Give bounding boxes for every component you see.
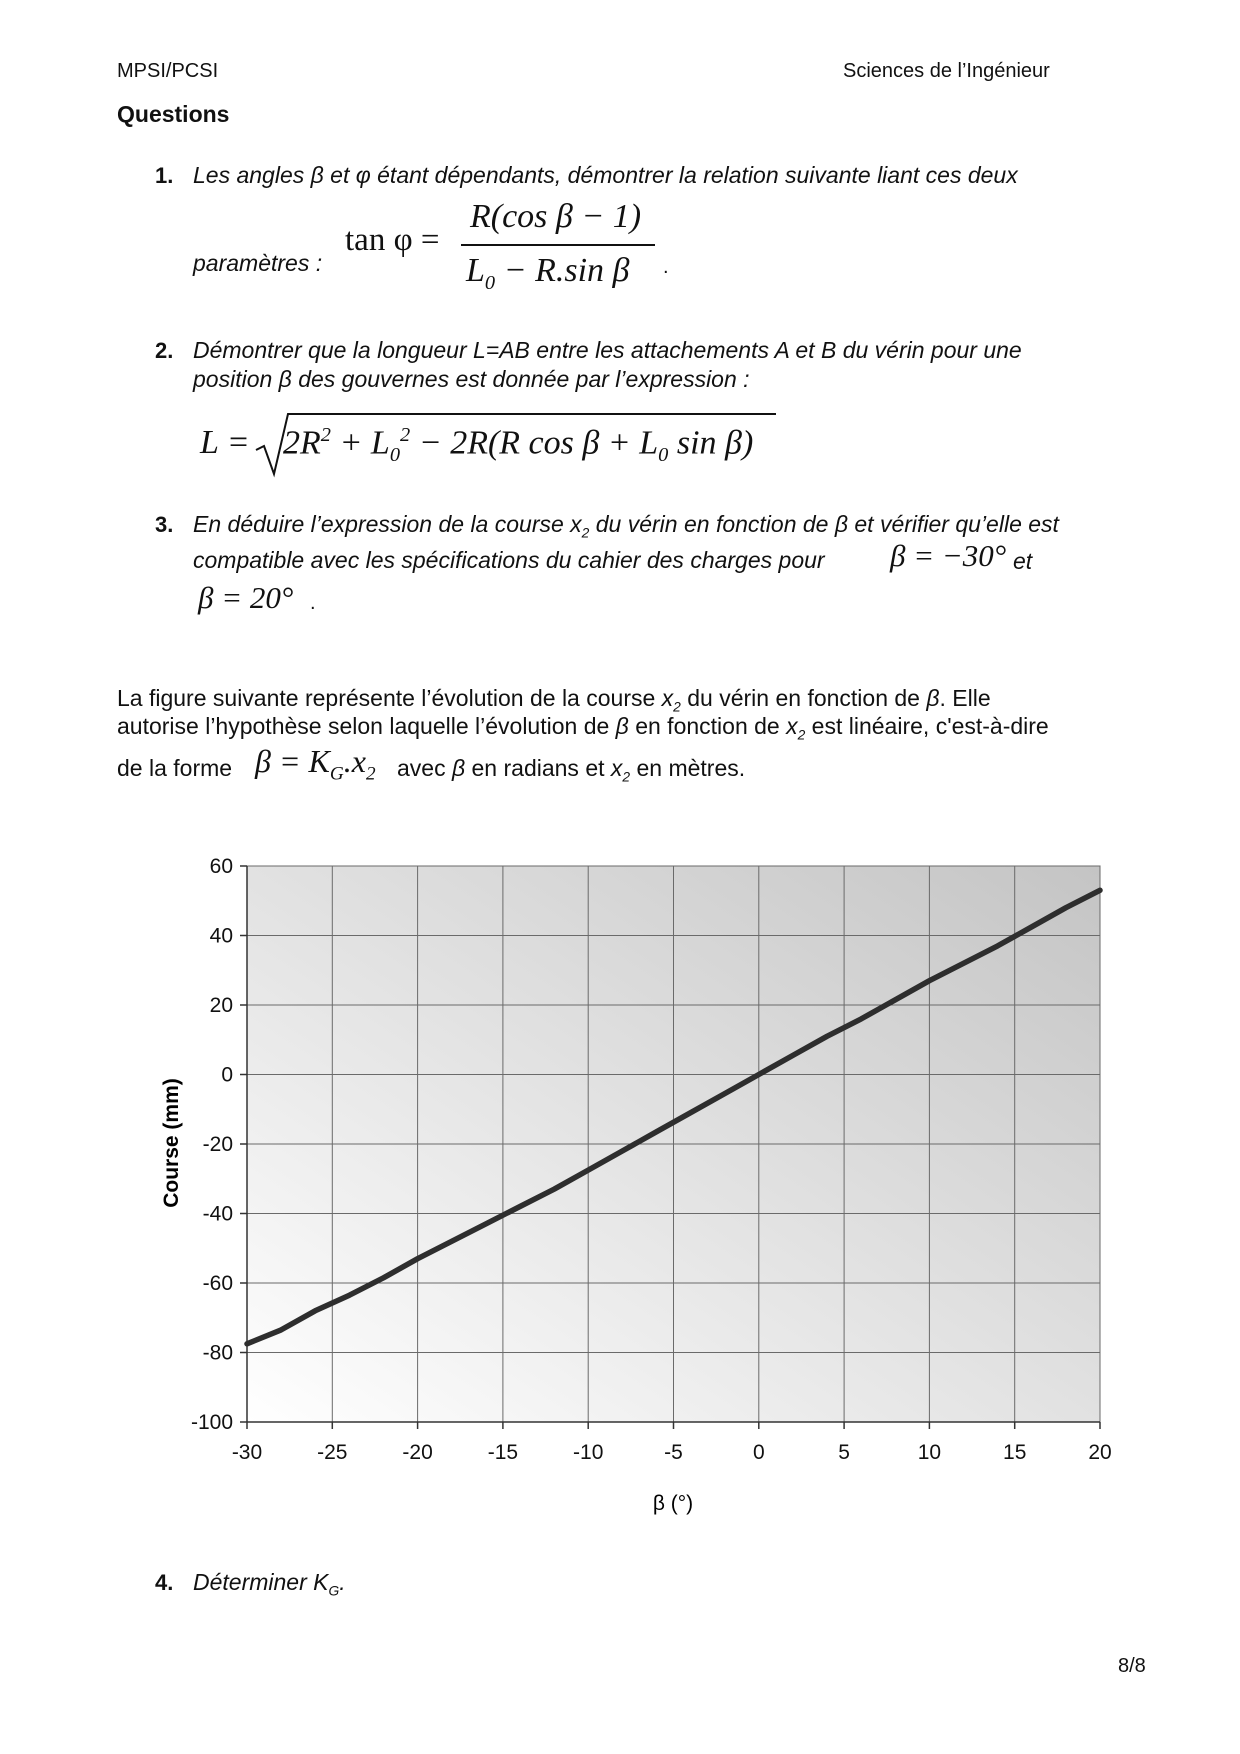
x-tick-label: -10 [573,1441,604,1464]
y-tick-label: -40 [202,1202,233,1226]
y-tick-label: -80 [202,1341,233,1365]
x-tick-label: 10 [917,1441,942,1464]
x-axis-label: β (°) [652,1492,694,1515]
x-tick-label: -20 [402,1441,433,1464]
section-title: Questions [117,101,230,127]
x-tick-label: -5 [664,1441,683,1464]
x-tick-label: -15 [487,1441,519,1464]
question-et: et [1013,548,1033,574]
question-text: Les angles β et φ étant dépendants, démontrer la relation suivante liant ces deux [193,162,1018,188]
x-tick-label: -30 [231,1441,263,1464]
formula-trail: . [310,592,316,614]
question-number: 4. [155,1570,174,1595]
x-tick-label: 15 [1003,1441,1027,1464]
question-number: 3. [155,512,174,537]
paragraph-line2: autorise l’hypothèse selon laquelle l’évolution de β en fonction de $x_2$ est linéaire, c'est-à-dire [117,713,1049,743]
x-tick-label: 20 [1088,1441,1112,1464]
header-right: Sciences de l’Ingénieur [843,60,1050,82]
x-tick-label: 5 [838,1441,850,1464]
question-number: 2. [155,338,174,363]
y-tick-label: -20 [202,1133,233,1156]
paragraph-line3-lead: de la forme [117,755,233,781]
formula-trail: . [663,256,669,278]
formula-kg: $\beta = K_G.x_2$ [255,743,376,785]
question-text: Déterminer $K_G$. [193,1569,346,1599]
x-tick-label: -25 [317,1441,348,1464]
formula-denominator: $L_0 - R.\sin$ β [466,252,630,294]
y-tick-label: 40 [209,924,233,948]
paragraph-line1: La figure suivante représente l’évolution de la course $x_2$ du vérin en fonction de β. Elle [117,685,991,715]
question-text-line1: En déduire l’expression de la course $x_2$ du vérin en fonction de β et vérifier qu’elle est [193,511,1059,541]
question-lead: paramètres : [193,250,323,276]
formula-radicand: $2R^2 + L_0^2 - 2R(R$ $\cos \beta + L_0$ sin β) [283,424,754,467]
header-left: MPSI/PCSI [117,60,219,82]
formula-beta-min: β = −30° [890,538,1007,573]
question-text-line2: position β des gouvernes est donnée par l’expression : [193,366,750,392]
x-tick-label: 0 [752,1441,765,1464]
y-tick-label: -60 [202,1272,233,1295]
paragraph-line3-rest: avec β en radians et $x_2$ en mètres. [397,755,746,785]
formula-beta-max: β = 20° [198,580,294,615]
formula-numerator: R(cos β − 1) [470,198,642,235]
y-axis-label: Course (mm) [160,1078,183,1208]
y-tick-label: 60 [209,855,233,878]
formula-lhs: L = [200,424,250,461]
y-tick-label: 20 [209,994,233,1017]
formula-lhs: tan φ = [345,222,440,258]
question-text-line2: compatible avec les spécifications du cahier des charges pour [193,547,825,573]
page-number: 8/8 [1118,1655,1146,1677]
y-tick-label: -100 [190,1411,233,1434]
y-tick-label: 0 [221,1063,233,1087]
question-text-line1: Démontrer que la longueur L=AB entre les attachements A et B du vérin pour une [193,337,1022,363]
question-number: 1. [155,163,174,188]
